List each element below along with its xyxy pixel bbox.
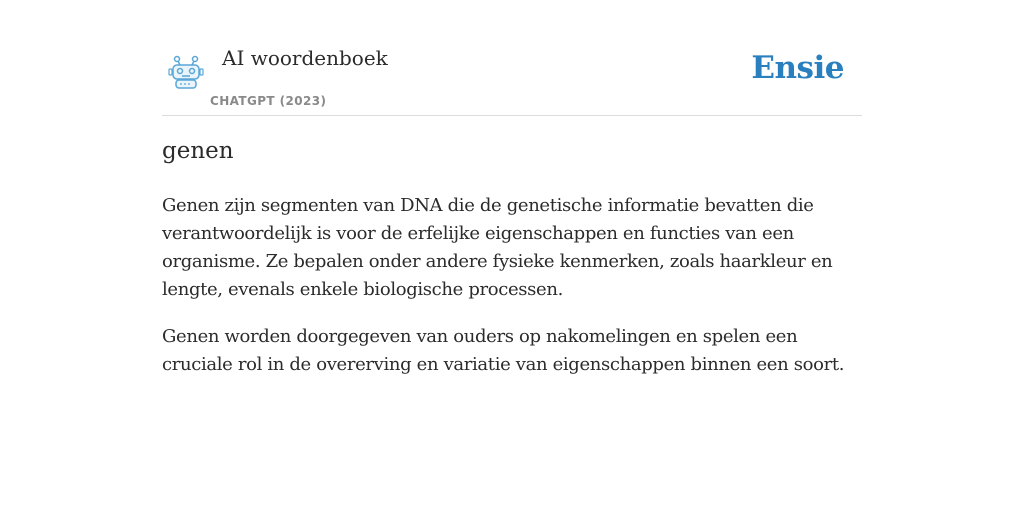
- header: [162, 40, 862, 116]
- entry-term: genen: [162, 138, 234, 164]
- definition-paragraph: Genen zijn segmenten van DNA die de genetische informatie bevatten die verantwoordelijk is voor de erfelijke eigenschappen en functies van een organisme. Ze bepalen onder andere fysieke kenmerken, zoals haarkleur en lengte, evenals enkele biologische processen.: [162, 195, 833, 300]
- entry-definition: [162, 192, 862, 398]
- ensie-logo-link[interactable]: Ensie: [751, 50, 844, 86]
- robot-icon: [166, 52, 206, 92]
- definition-paragraph: Genen worden doorgegeven van ouders op nakomelingen en spelen een cruciale rol in de overerving en variatie van eigenschappen binnen een soort.: [162, 326, 845, 375]
- dictionary-title[interactable]: AI woordenboek: [222, 46, 388, 70]
- source-label: CHATGPT (2023): [210, 94, 327, 108]
